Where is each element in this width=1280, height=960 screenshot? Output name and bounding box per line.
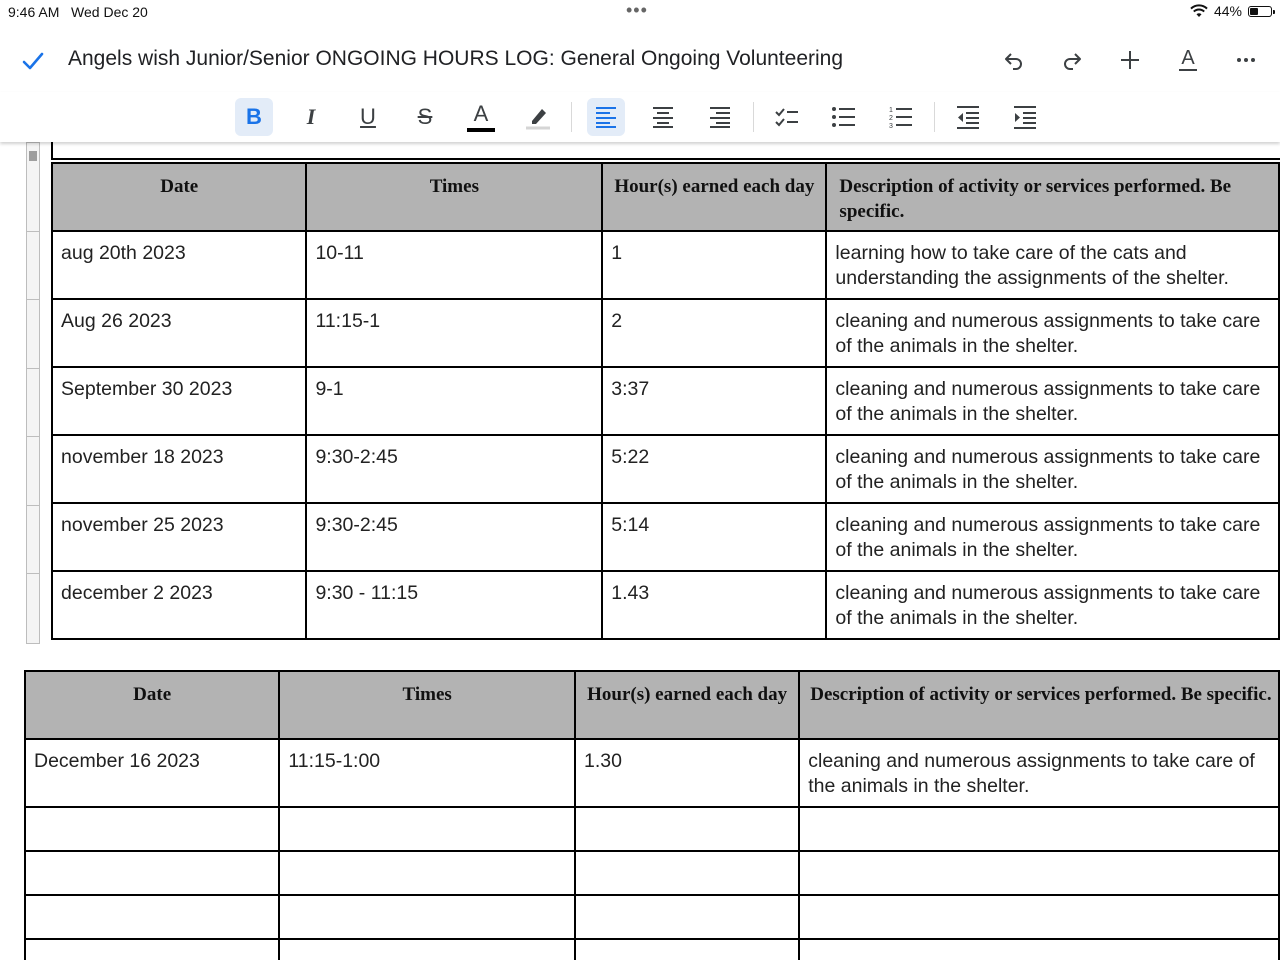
checklist-button[interactable] <box>768 98 806 136</box>
svg-text:2: 2 <box>889 115 893 122</box>
header-date: Date <box>25 671 279 739</box>
outdent-button[interactable] <box>949 98 987 136</box>
outdent-icon <box>955 105 981 129</box>
cell-times[interactable] <box>279 851 575 895</box>
checklist-icon <box>774 105 800 129</box>
header-date: Date <box>52 163 306 231</box>
header-times: Times <box>306 163 602 231</box>
cell-description[interactable]: cleaning and numerous assignments to take care of the animals in the shelter. <box>826 367 1279 435</box>
svg-text:3: 3 <box>889 123 893 129</box>
header-times: Times <box>279 671 575 739</box>
table-row[interactable] <box>25 739 1279 807</box>
format-toolbar <box>0 92 1280 142</box>
highlight-icon <box>524 103 552 131</box>
cell-date[interactable]: november 25 2023 <box>52 503 306 571</box>
empty-table-row[interactable] <box>25 807 1279 851</box>
status-right <box>1190 3 1272 19</box>
cell-date[interactable] <box>25 895 279 939</box>
cell-date[interactable] <box>25 939 279 960</box>
plus-icon <box>1118 48 1142 72</box>
align-center-icon <box>651 105 675 129</box>
header-hours: Hour(s) earned each day <box>575 671 799 739</box>
top-actions <box>998 44 1262 76</box>
text-format-icon <box>1176 47 1200 73</box>
table-row-handles[interactable] <box>26 142 40 644</box>
numbered-list-icon <box>888 105 914 129</box>
cell-hours[interactable]: 1.30 <box>575 739 799 807</box>
toolbar-separator <box>571 102 572 132</box>
cell-times[interactable]: 9:30-2:45 <box>306 503 602 571</box>
bold-icon: B <box>246 104 262 129</box>
header-hours: Hour(s) earned each day <box>602 163 826 231</box>
status-bar <box>0 0 1280 24</box>
cell-times[interactable]: 11:15-1 <box>306 299 602 367</box>
cell-date[interactable]: november 18 2023 <box>52 435 306 503</box>
more-button[interactable] <box>1230 44 1262 76</box>
undo-icon <box>1002 48 1026 72</box>
cell-hours[interactable]: 5:14 <box>602 503 826 571</box>
cell-times[interactable]: 10-11 <box>306 231 602 299</box>
align-right-button[interactable] <box>701 98 739 136</box>
italic-icon: I <box>306 104 316 129</box>
cell-hours[interactable]: 3:37 <box>602 367 826 435</box>
table-row[interactable] <box>52 435 1279 503</box>
cell-description[interactable]: cleaning and numerous assignments to take care of the animals in the shelter. <box>826 571 1279 639</box>
empty-table-row[interactable] <box>25 895 1279 939</box>
cell-times[interactable] <box>279 939 575 960</box>
cell-description[interactable]: cleaning and numerous assignments to take care of the animals in the shelter. <box>799 739 1279 807</box>
cell-description[interactable] <box>799 895 1279 939</box>
cell-times[interactable]: 11:15-1:00 <box>279 739 575 807</box>
cell-hours[interactable]: 2 <box>602 299 826 367</box>
bullet-list-button[interactable] <box>825 98 863 136</box>
toolbar-separator <box>753 102 754 132</box>
battery-percent: 44% <box>1213 3 1242 19</box>
indent-icon <box>1012 105 1038 129</box>
cell-hours[interactable]: 1.43 <box>602 571 826 639</box>
cell-times[interactable] <box>279 807 575 851</box>
redo-icon <box>1060 48 1084 72</box>
header-description: Description of activity or services performed. Be specific. <box>826 163 1279 231</box>
svg-text:1: 1 <box>889 107 893 114</box>
table-row[interactable] <box>52 503 1279 571</box>
cell-description[interactable] <box>799 939 1279 960</box>
title-bar <box>0 36 1280 84</box>
cell-description[interactable] <box>799 807 1279 851</box>
cell-times[interactable]: 9:30 - 11:15 <box>306 571 602 639</box>
text-format-button[interactable] <box>1172 44 1204 76</box>
bullet-list-icon <box>831 105 857 129</box>
cell-times[interactable]: 9-1 <box>306 367 602 435</box>
strikethrough-icon: S <box>417 104 433 129</box>
table-header-row <box>25 671 1279 739</box>
header-description: Description of activity or services performed. Be specific. <box>799 671 1279 739</box>
more-icon <box>1234 48 1258 72</box>
cell-hours[interactable] <box>575 851 799 895</box>
table-row[interactable] <box>52 571 1279 639</box>
cell-description[interactable]: learning how to take care of the cats and understanding the assignments of the shelter. <box>826 231 1279 299</box>
align-left-button[interactable] <box>587 98 625 136</box>
insert-button[interactable] <box>1114 44 1146 76</box>
cell-hours[interactable]: 5:22 <box>602 435 826 503</box>
table-row[interactable] <box>52 231 1279 299</box>
status-time: 9:46 AM Wed Dec 20 <box>8 4 148 20</box>
redo-button[interactable] <box>1056 44 1088 76</box>
align-left-icon <box>594 105 618 129</box>
align-right-icon <box>708 105 732 129</box>
cell-date[interactable]: december 2 2023 <box>52 571 306 639</box>
document-canvas[interactable] <box>0 142 1280 960</box>
table-grip-icon[interactable] <box>29 151 37 161</box>
cell-date[interactable] <box>25 807 279 851</box>
align-center-button[interactable] <box>644 98 682 136</box>
cell-hours[interactable] <box>575 939 799 960</box>
multitasking-dots[interactable]: ••• <box>626 0 648 20</box>
toolbar-separator <box>934 102 935 132</box>
hours-log-table-2 <box>24 670 1280 960</box>
table-header-row <box>52 163 1279 231</box>
svg-text:A: A <box>1181 47 1195 69</box>
table-row[interactable] <box>52 299 1279 367</box>
table-row[interactable] <box>52 367 1279 435</box>
strikethrough-button[interactable] <box>406 98 444 136</box>
wifi-icon <box>1190 4 1208 18</box>
indent-button[interactable] <box>1006 98 1044 136</box>
cell-date[interactable]: aug 20th 2023 <box>52 231 306 299</box>
cell-description[interactable] <box>799 851 1279 895</box>
text-color-button[interactable] <box>462 98 500 136</box>
check-icon[interactable] <box>20 48 46 74</box>
numbered-list-button[interactable] <box>882 98 920 136</box>
highlight-button[interactable] <box>519 98 557 136</box>
document-title[interactable]: Angels wish Junior/Senior ONGOING HOURS LOG: General Ongoing Volunteering <box>68 47 844 70</box>
cell-description[interactable]: cleaning and numerous assignments to take care of the animals in the shelter. <box>826 503 1279 571</box>
text-color-icon: A <box>467 103 495 132</box>
cell-description[interactable]: cleaning and numerous assignments to take care of the animals in the shelter. <box>826 435 1279 503</box>
previous-table-edge <box>51 142 1280 160</box>
italic-button[interactable] <box>292 98 330 136</box>
empty-table-row[interactable] <box>25 851 1279 895</box>
cell-date[interactable]: Aug 26 2023 <box>52 299 306 367</box>
cell-hours[interactable] <box>575 807 799 851</box>
cell-date[interactable]: September 30 2023 <box>52 367 306 435</box>
undo-button[interactable] <box>998 44 1030 76</box>
cell-description[interactable]: cleaning and numerous assignments to take care of the animals in the shelter. <box>826 299 1279 367</box>
battery-icon <box>1248 6 1272 17</box>
hours-log-table-1 <box>51 162 1280 640</box>
underline-button[interactable] <box>349 98 387 136</box>
bold-button[interactable] <box>235 98 273 136</box>
cell-hours[interactable] <box>575 895 799 939</box>
cell-times[interactable]: 9:30-2:45 <box>306 435 602 503</box>
cell-times[interactable] <box>279 895 575 939</box>
cell-date[interactable]: December 16 2023 <box>25 739 279 807</box>
empty-table-row[interactable] <box>25 939 1279 960</box>
underline-icon: U <box>360 104 376 129</box>
cell-hours[interactable]: 1 <box>602 231 826 299</box>
cell-date[interactable] <box>25 851 279 895</box>
